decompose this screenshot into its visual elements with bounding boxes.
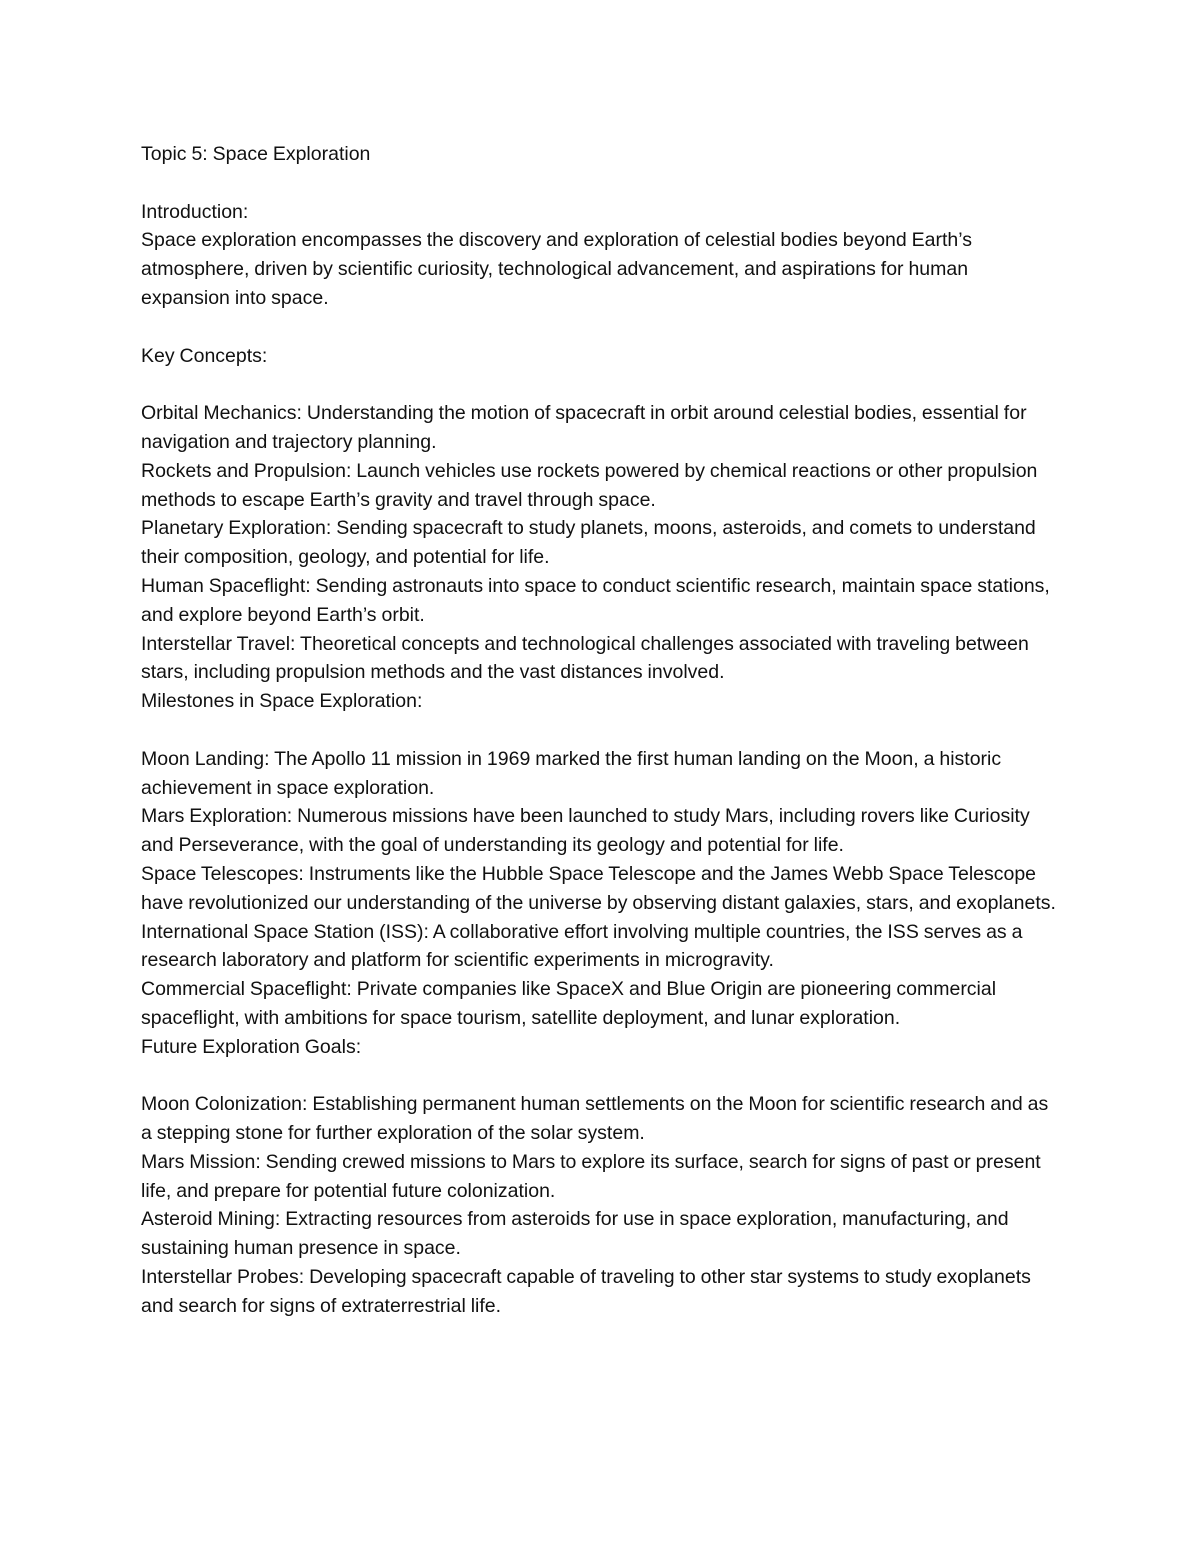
spacer [141, 1062, 1061, 1091]
spacer [141, 716, 1061, 745]
key-concept-item: Planetary Exploration: Sending spacecraft to study planets, moons, asteroids, and comets to understand their composition, geology, and potential for life. [141, 517, 1036, 569]
milestone-item: International Space Station (ISS): A collaborative effort involving multiple countries, the ISS serves as a research laboratory and platform for scientific experiments in microgravity. [141, 920, 1023, 972]
key-concept-item: Rockets and Propulsion: Launch vehicles use rockets powered by chemical reactions or other propulsion methods to escape Earth’s gravity and travel through space. [141, 459, 1038, 511]
introduction-text: Space exploration encompasses the discovery and exploration of celestial bodies beyond Earth’s atmosphere, driven by scientific curiosity, technological advancement, and aspirations for human expansion into space. [141, 229, 972, 309]
future-goals-heading: Future Exploration Goals: [141, 1035, 362, 1058]
future-goal-item: Interstellar Probes: Developing spacecraft capable of traveling to other star systems to study exoplanets and search for signs of extraterrestrial life. [141, 1266, 1031, 1317]
milestone-item: Space Telescopes: Instruments like the Hubble Space Telescope and the James Webb Space Telescope have revolutionized our understanding of the universe by observing distant galaxies, stars, and exoplanets. [141, 862, 1056, 914]
milestone-item: Moon Landing: The Apollo 11 mission in 1969 marked the first human landing on the Moon, a historic achievement in space exploration. [141, 747, 1002, 799]
milestones-heading: Milestones in Space Exploration: [141, 690, 423, 713]
milestone-item: Commercial Spaceflight: Private companies like SpaceX and Blue Origin are pioneering commercial spaceflight, with ambitions for space tourism, satellite deployment, and lunar exploration. [141, 978, 997, 1029]
future-goal-item: Mars Mission: Sending crewed missions to Mars to explore its surface, search for signs of past or present life, and prepare for potential future colonization. [141, 1150, 1041, 1202]
key-concepts-heading: Key Concepts: [141, 344, 268, 367]
key-concept-item: Human Spaceflight: Sending astronauts into space to conduct scientific research, maintain space stations, and explore beyond Earth’s orbit. [141, 574, 1050, 626]
spacer [141, 313, 1061, 342]
future-goal-item: Moon Colonization: Establishing permanent human settlements on the Moon for scientific research and as a stepping stone for further exploration of the solar system. [141, 1093, 1049, 1145]
future-goal-item: Asteroid Mining: Extracting resources from asteroids for use in space exploration, manufacturing, and sustaining human presence in space. [141, 1208, 1009, 1260]
key-concept-item: Interstellar Travel: Theoretical concepts and technological challenges associated with traveling between stars, including propulsion methods and the vast distances involved. [141, 632, 1029, 684]
spacer [141, 370, 1061, 399]
introduction-heading: Introduction: [141, 200, 249, 223]
document-title: Topic 5: Space Exploration [141, 143, 371, 165]
key-concept-item: Orbital Mechanics: Understanding the motion of spacecraft in orbit around celestial bodies, essential for navigation and trajectory planning. [141, 402, 1027, 453]
milestone-item: Mars Exploration: Numerous missions have been launched to study Mars, including rovers like Curiosity and Perseverance, with the goal of understanding its geology and potential for life. [141, 805, 1030, 857]
spacer [141, 169, 1061, 198]
document-page [141, 140, 1061, 1321]
